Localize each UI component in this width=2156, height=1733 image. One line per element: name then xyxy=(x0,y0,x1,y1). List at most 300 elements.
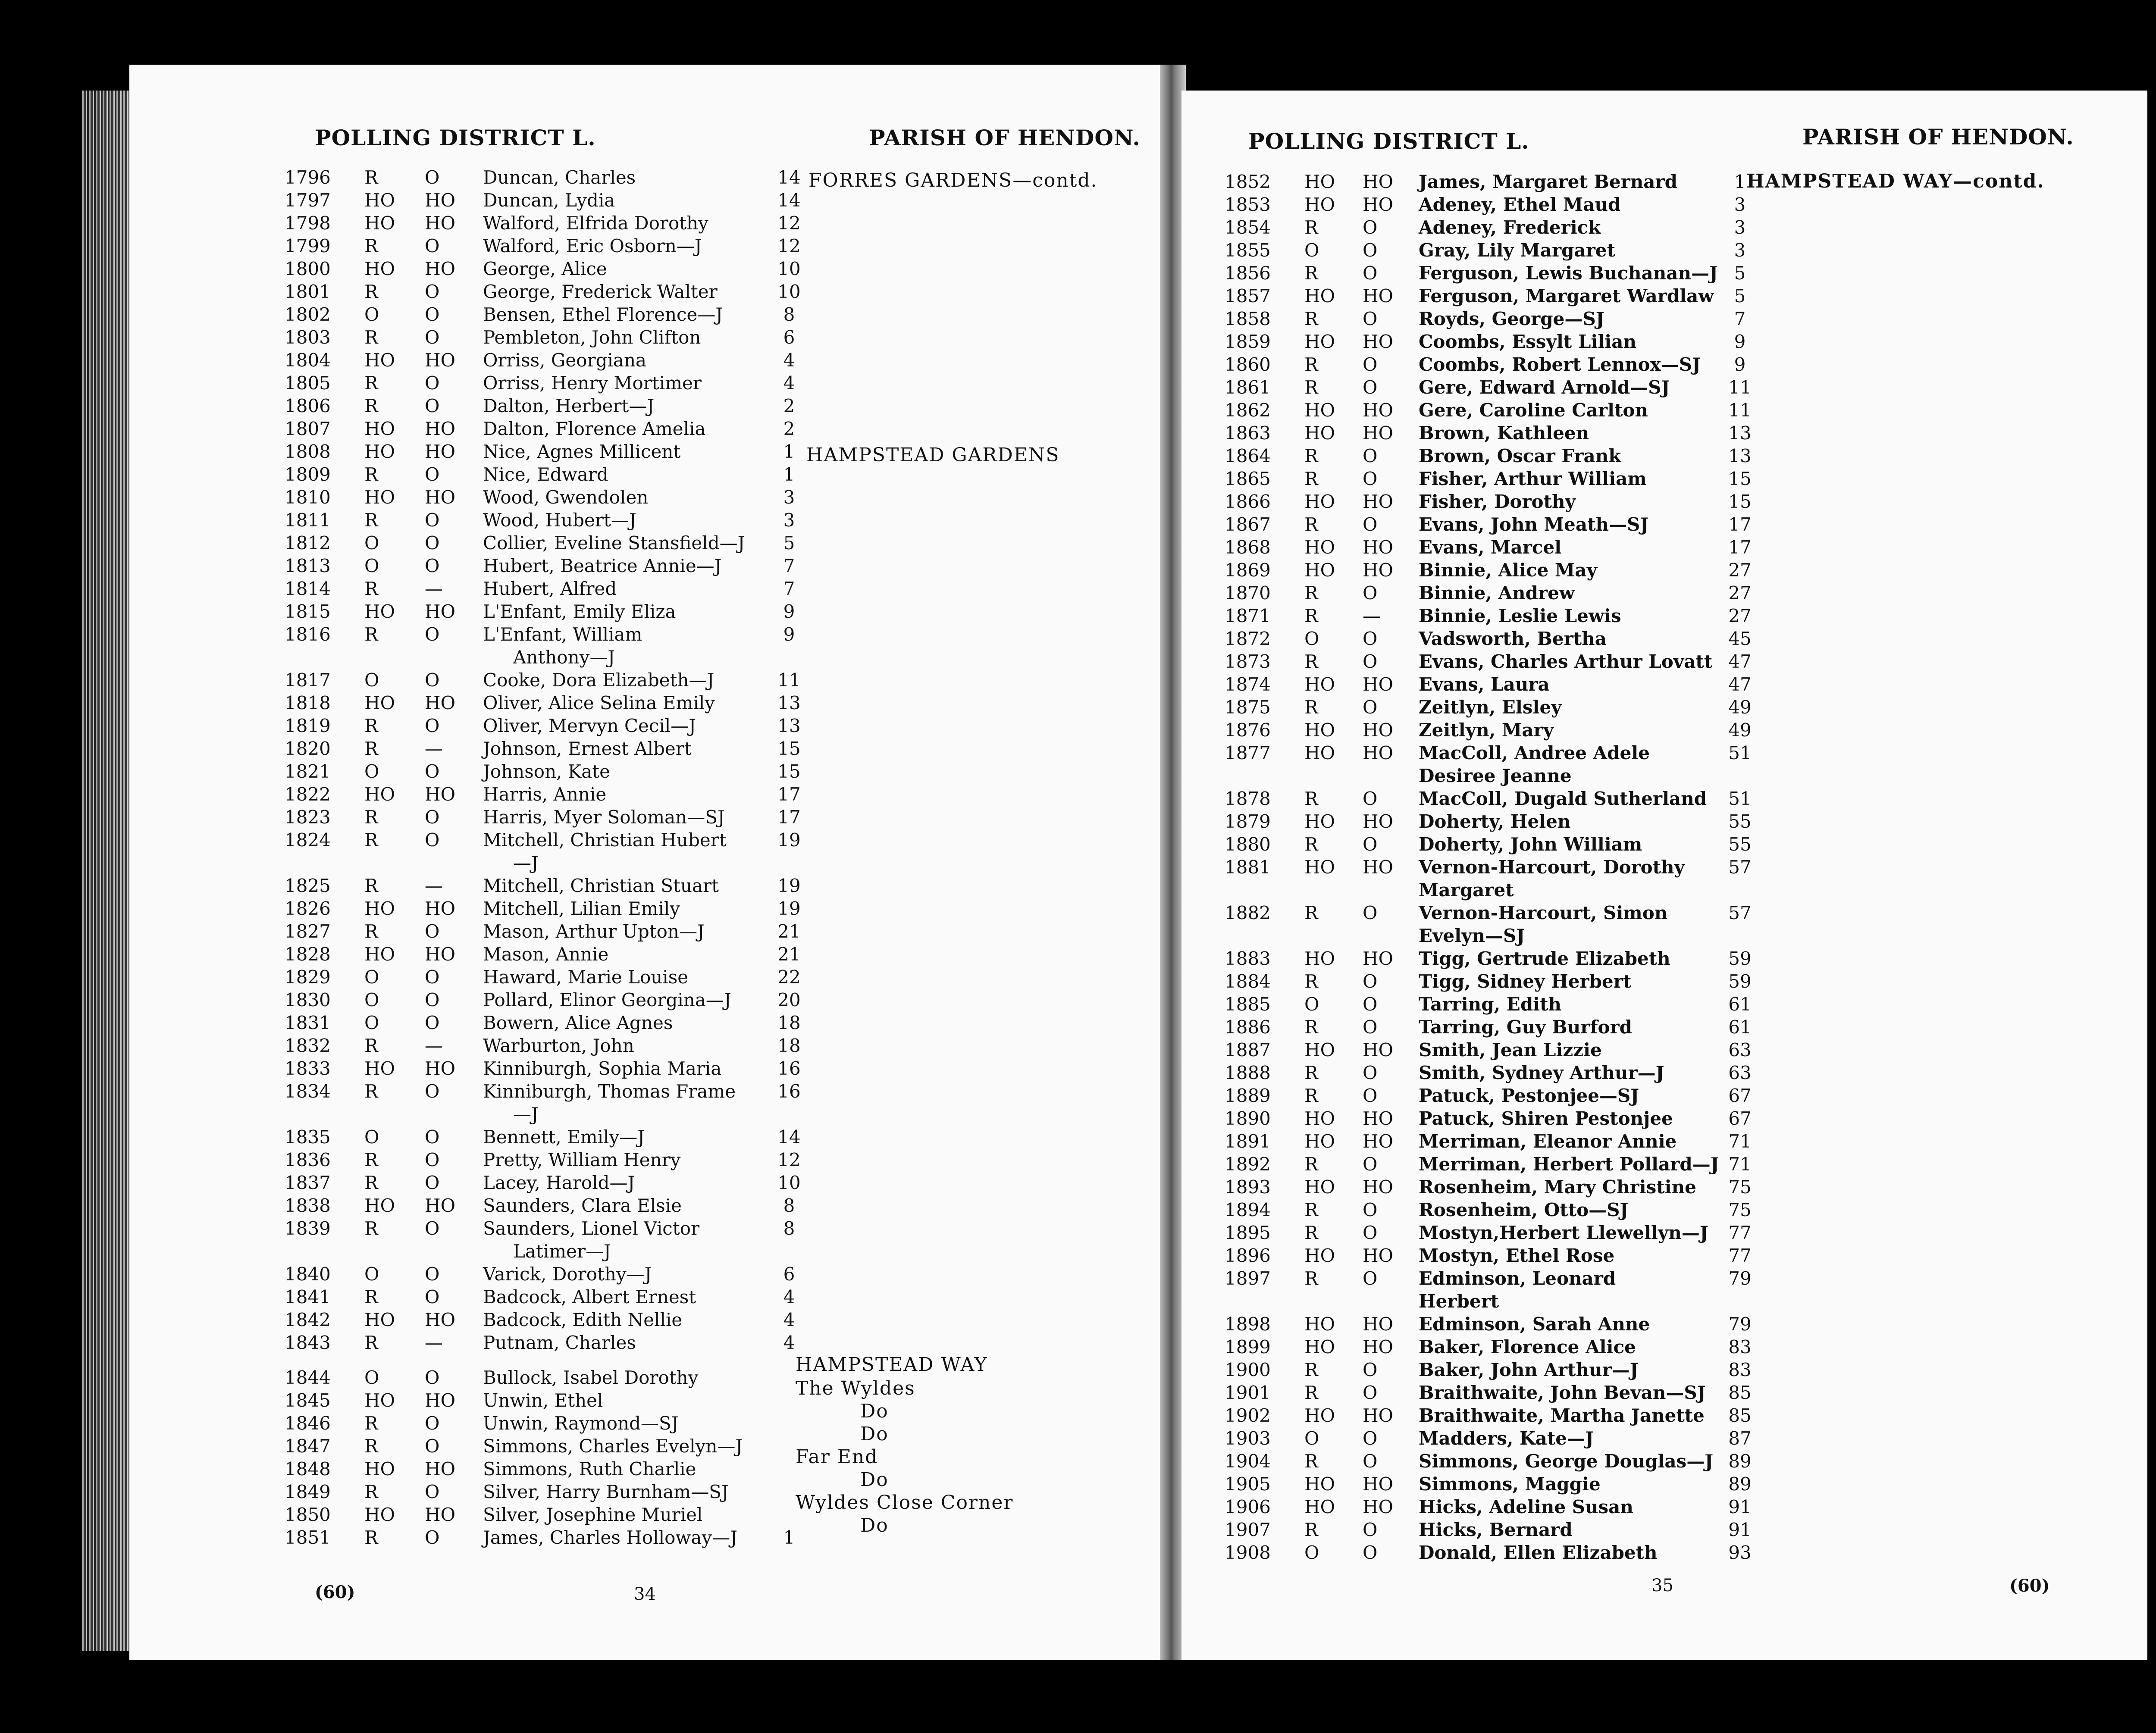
elector-number: 1859 xyxy=(1225,331,1271,352)
elector-number: 1805 xyxy=(285,372,331,394)
qualification-code: HO xyxy=(1304,1405,1335,1426)
qualification-code: O xyxy=(425,807,440,828)
qualification-code: HO xyxy=(364,1309,395,1330)
elector-number: 1811 xyxy=(285,510,331,531)
house-number: 79 xyxy=(1728,1314,1752,1335)
qualification-code: R xyxy=(364,1436,378,1457)
qualification-code: HO xyxy=(1304,948,1335,969)
elector-name: Evans, Charles Arthur Lovatt xyxy=(1419,651,1713,672)
qualification-code: O xyxy=(1363,1268,1378,1289)
qualification-code: R xyxy=(364,1218,378,1239)
qualification-code: O xyxy=(1363,217,1378,238)
qualification-code: HO xyxy=(1363,1108,1394,1129)
qualification-code: R xyxy=(1304,651,1318,672)
qualification-code: O xyxy=(425,1012,440,1033)
house-number: 11 xyxy=(1728,377,1752,398)
elector-number: 1906 xyxy=(1225,1496,1271,1517)
ditto-mark: Do xyxy=(860,1514,889,1536)
elector-name: Nice, Edward xyxy=(483,464,608,485)
house-number: 17 xyxy=(1728,514,1752,535)
elector-name: Donald, Ellen Elizabeth xyxy=(1419,1542,1658,1563)
house-number: 59 xyxy=(1728,948,1752,969)
elector-number: 1885 xyxy=(1225,994,1271,1015)
elector-name: Bensen, Ethel Florence—J xyxy=(483,304,723,325)
ditto-mark: Do xyxy=(860,1400,889,1422)
qualification-code: O xyxy=(364,555,379,576)
elector-number: 1891 xyxy=(1225,1131,1271,1152)
house-number: 10 xyxy=(777,281,801,302)
elector-number: 1835 xyxy=(285,1126,331,1148)
house-number: 15 xyxy=(1728,468,1752,489)
house-number: 12 xyxy=(777,213,801,234)
house-number: 10 xyxy=(777,258,801,279)
elector-name: Bowern, Alice Agnes xyxy=(483,1012,673,1033)
house-number: 22 xyxy=(777,967,801,988)
qualification-code: R xyxy=(364,875,378,896)
house-number: 93 xyxy=(1728,1542,1752,1563)
qualification-code: O xyxy=(1363,788,1378,809)
qualification-code: O xyxy=(1363,308,1378,329)
qualification-code: R xyxy=(364,327,378,348)
elector-name: Wood, Gwendolen xyxy=(483,487,649,508)
house-number: 3 xyxy=(1734,217,1746,238)
qualification-code: O xyxy=(425,1264,440,1285)
elector-name: Rosenheim, Otto—SJ xyxy=(1419,1199,1629,1220)
elector-number: 1896 xyxy=(1225,1245,1271,1266)
elector-number: 1908 xyxy=(1225,1542,1271,1563)
qualification-code: O xyxy=(364,669,379,691)
elector-number: 1872 xyxy=(1225,628,1271,649)
elector-number: 1831 xyxy=(285,1012,331,1033)
elector-number: 1799 xyxy=(285,235,331,257)
elector-name: MacColl, Dugald Sutherland xyxy=(1419,788,1707,809)
qualification-code: O xyxy=(1363,582,1378,604)
elector-name: Doherty, Helen xyxy=(1419,811,1571,832)
qualification-code: — xyxy=(425,1035,443,1056)
house-number: 8 xyxy=(783,1195,795,1216)
house-number: 3 xyxy=(1734,240,1746,261)
qualification-code: R xyxy=(1304,1154,1318,1175)
house-number: 91 xyxy=(1728,1519,1752,1540)
qualification-code: O xyxy=(364,1012,379,1033)
qualification-code: O xyxy=(425,235,440,257)
elector-number: 1850 xyxy=(285,1504,331,1525)
elector-number: 1806 xyxy=(285,395,331,416)
elector-name: Simmons, Charles Evelyn—J xyxy=(483,1436,743,1457)
qualification-code: O xyxy=(364,1264,379,1285)
house-number: 7 xyxy=(783,555,795,576)
elector-number: 1796 xyxy=(285,167,331,188)
house-number: 63 xyxy=(1728,1062,1752,1083)
qualification-code: O xyxy=(425,372,440,394)
qualification-code: R xyxy=(1304,468,1318,489)
elector-name: Badcock, Albert Ernest xyxy=(483,1286,696,1308)
qualification-code: HO xyxy=(425,1458,456,1480)
qualification-code: HO xyxy=(425,441,456,462)
street-hampstead-way: HAMPSTEAD WAY xyxy=(796,1354,988,1376)
elector-name: Patuck, Shiren Pestonjee xyxy=(1419,1108,1673,1129)
elector-number: 1852 xyxy=(1225,171,1271,192)
house-number: 9 xyxy=(1734,354,1746,375)
elector-name: Nice, Agnes Millicent xyxy=(483,441,681,462)
elector-number: 1813 xyxy=(285,555,331,576)
elector-name: MacColl, Andree Adele xyxy=(1419,742,1650,763)
elector-name: Edminson, Leonard xyxy=(1419,1268,1616,1289)
qualification-code: O xyxy=(364,761,379,782)
elector-name: Bennett, Emily—J xyxy=(483,1126,645,1148)
elector-number: 1904 xyxy=(1225,1451,1271,1472)
qualification-code: HO xyxy=(425,784,456,805)
elector-number: 1893 xyxy=(1225,1176,1271,1198)
qualification-code: HO xyxy=(1304,171,1335,192)
elector-name: Mostyn, Ethel Rose xyxy=(1419,1245,1615,1266)
qualification-code: O xyxy=(1363,354,1378,375)
house-number: 9 xyxy=(783,624,795,645)
elector-name-continued: Anthony—J xyxy=(513,647,615,668)
qualification-code: R xyxy=(1304,1268,1318,1289)
elector-name: Unwin, Raymond—SJ xyxy=(483,1413,679,1434)
elector-number: 1848 xyxy=(285,1458,331,1480)
qualification-code: O xyxy=(1304,628,1319,649)
elector-number: 1902 xyxy=(1225,1405,1271,1426)
qualification-code: O xyxy=(364,1126,379,1148)
qualification-code: O xyxy=(1363,697,1378,718)
elector-number: 1803 xyxy=(285,327,331,348)
qualification-code: HO xyxy=(364,418,395,439)
elector-number: 1875 xyxy=(1225,697,1271,718)
qualification-code: HO xyxy=(1363,1314,1394,1335)
elector-name: Unwin, Ethel xyxy=(483,1390,603,1411)
qualification-code: O xyxy=(1304,1428,1319,1449)
qualification-code: — xyxy=(425,738,443,759)
house-number: 49 xyxy=(1728,697,1752,718)
elector-number: 1879 xyxy=(1225,811,1271,832)
qualification-code: O xyxy=(425,1436,440,1457)
elector-name: Fisher, Arthur William xyxy=(1419,468,1647,489)
house-number: 17 xyxy=(777,784,801,805)
qualification-code: HO xyxy=(425,418,456,439)
house-number: 1 xyxy=(783,1527,795,1548)
elector-number: 1836 xyxy=(285,1149,331,1170)
qualification-code: R xyxy=(1304,1017,1318,1038)
elector-number: 1877 xyxy=(1225,742,1271,763)
house-number: 15 xyxy=(1728,491,1752,512)
house-number: 4 xyxy=(783,1332,795,1353)
house-number: 91 xyxy=(1728,1496,1752,1517)
house-number: 5 xyxy=(783,532,795,554)
elector-number: 1863 xyxy=(1225,422,1271,444)
qualification-code: O xyxy=(364,967,379,988)
elector-number: 1864 xyxy=(1225,445,1271,466)
elector-number: 1900 xyxy=(1225,1359,1271,1380)
elector-number: 1833 xyxy=(285,1058,331,1079)
elector-name: Mitchell, Christian Hubert xyxy=(483,829,727,851)
qualification-code: R xyxy=(1304,1199,1318,1220)
elector-number: 1801 xyxy=(285,281,331,302)
house-number: 27 xyxy=(1728,582,1752,604)
qualification-code: O xyxy=(1363,651,1378,672)
elector-name: Duncan, Lydia xyxy=(483,190,615,211)
elector-name: Ferguson, Lewis Buchanan—J xyxy=(1419,263,1718,284)
qualification-code: HO xyxy=(1304,719,1335,741)
house-number: 12 xyxy=(777,235,801,257)
house-number: 27 xyxy=(1728,605,1752,626)
qualification-code: R xyxy=(1304,605,1318,626)
elector-number: 1861 xyxy=(1225,377,1271,398)
qualification-code: R xyxy=(1304,902,1318,923)
house-number: 19 xyxy=(777,829,801,851)
qualification-code: HO xyxy=(1363,1131,1394,1152)
qualification-code: O xyxy=(425,1481,440,1502)
house-number: 9 xyxy=(783,601,795,622)
qualification-code: O xyxy=(425,715,440,736)
elector-number: 1816 xyxy=(285,624,331,645)
qualification-code: O xyxy=(425,555,440,576)
qualification-code: R xyxy=(1304,1519,1318,1540)
qualification-code: HO xyxy=(1363,1496,1394,1517)
house-number: 2 xyxy=(783,418,795,439)
house-number: 61 xyxy=(1728,994,1752,1015)
qualification-code: O xyxy=(425,167,440,188)
house-number: 4 xyxy=(783,1309,795,1330)
qualification-code: O xyxy=(425,1527,440,1548)
elector-number: 1802 xyxy=(285,304,331,325)
qualification-code: HO xyxy=(1304,194,1335,215)
street-hampstead-gardens: HAMPSTEAD GARDENS xyxy=(806,444,1060,466)
qualification-code: O xyxy=(364,532,379,554)
elector-name-continued: Herbert xyxy=(1419,1291,1499,1312)
elector-name: Binnie, Andrew xyxy=(1419,582,1575,604)
elector-name: Evans, Laura xyxy=(1419,674,1550,695)
qualification-code: HO xyxy=(364,1195,395,1216)
qualification-code: R xyxy=(364,624,378,645)
house-number: 51 xyxy=(1728,788,1752,809)
elector-name: Johnson, Kate xyxy=(483,761,610,782)
elector-number: 1837 xyxy=(285,1172,331,1193)
house-number: 79 xyxy=(1728,1268,1752,1289)
elector-number: 1817 xyxy=(285,669,331,691)
qualification-code: O xyxy=(1363,263,1378,284)
qualification-code: HO xyxy=(1304,400,1335,421)
qualification-code: O xyxy=(425,989,440,1010)
qualification-code: HO xyxy=(1304,811,1335,832)
qualification-code: HO xyxy=(364,1458,395,1480)
house-number: 3 xyxy=(783,510,795,531)
elector-name: Smith, Jean Lizzie xyxy=(1419,1039,1602,1060)
house-number: 15 xyxy=(777,761,801,782)
elector-number: 1858 xyxy=(1225,308,1271,329)
qualification-code: R xyxy=(364,921,378,942)
elector-name: George, Alice xyxy=(483,258,607,279)
qualification-code: O xyxy=(1363,445,1378,466)
house-number: 4 xyxy=(783,372,795,394)
elector-name: Smith, Sydney Arthur—J xyxy=(1419,1062,1664,1083)
elector-name: Baker, John Arthur—J xyxy=(1419,1359,1639,1380)
qualification-code: HO xyxy=(425,898,456,919)
elector-name: Simmons, Ruth Charlie xyxy=(483,1458,696,1480)
elector-number: 1847 xyxy=(285,1436,331,1457)
elector-name: Mitchell, Christian Stuart xyxy=(483,875,719,896)
elector-number: 1828 xyxy=(285,944,331,965)
house-number: 18 xyxy=(777,1035,801,1056)
qualification-code: HO xyxy=(364,944,395,965)
street-far-end: Far End xyxy=(796,1446,878,1468)
house-number: 12 xyxy=(777,1149,801,1170)
qualification-code: HO xyxy=(1363,742,1394,763)
elector-number: 1810 xyxy=(285,487,331,508)
elector-number: 1897 xyxy=(1225,1268,1271,1289)
qualification-code: R xyxy=(364,1149,378,1170)
house-number: 1 xyxy=(1734,171,1746,192)
elector-number: 1881 xyxy=(1225,857,1271,878)
elector-name: Pretty, William Henry xyxy=(483,1149,681,1170)
elector-name: Pollard, Elinor Georgina—J xyxy=(483,989,731,1010)
qualification-code: HO xyxy=(425,944,456,965)
qualification-code: HO xyxy=(364,898,395,919)
qualification-code: HO xyxy=(1363,194,1394,215)
qualification-code: HO xyxy=(1363,857,1394,878)
elector-number: 1878 xyxy=(1225,788,1271,809)
elector-number: 1814 xyxy=(285,578,331,599)
house-number: 7 xyxy=(1734,308,1746,329)
elector-name: Orriss, Henry Mortimer xyxy=(483,372,702,394)
qualification-code: HO xyxy=(364,190,395,211)
house-number: 14 xyxy=(777,1126,801,1148)
elector-name: Dalton, Herbert—J xyxy=(483,395,655,416)
qualification-code: — xyxy=(425,1332,443,1353)
qualification-code: HO xyxy=(1363,719,1394,741)
elector-name: Tarring, Edith xyxy=(1419,994,1562,1015)
house-number: 77 xyxy=(1728,1245,1752,1266)
qualification-code: R xyxy=(1304,1085,1318,1106)
elector-name: Orriss, Georgiana xyxy=(483,350,647,371)
qualification-code: R xyxy=(1304,217,1318,238)
house-number: 51 xyxy=(1728,742,1752,763)
elector-number: 1815 xyxy=(285,601,331,622)
qualification-code: HO xyxy=(425,1309,456,1330)
qualification-code: O xyxy=(1363,1382,1378,1403)
house-number: 1 xyxy=(783,441,795,462)
elector-number: 1873 xyxy=(1225,651,1271,672)
elector-name: Pembleton, John Clifton xyxy=(483,327,701,348)
elector-number: 1804 xyxy=(285,350,331,371)
elector-number: 1853 xyxy=(1225,194,1271,215)
elector-name: Hubert, Beatrice Annie—J xyxy=(483,555,722,576)
qualification-code: HO xyxy=(1363,400,1394,421)
elector-name: Oliver, Mervyn Cecil—J xyxy=(483,715,696,736)
elector-number: 1871 xyxy=(1225,605,1271,626)
qualification-code: HO xyxy=(1304,1108,1335,1129)
elector-number: 1842 xyxy=(285,1309,331,1330)
qualification-code: O xyxy=(425,1413,440,1434)
qualification-code: HO xyxy=(1363,1176,1394,1198)
qualification-code: HO xyxy=(425,190,456,211)
house-number: 20 xyxy=(777,989,801,1010)
right-page xyxy=(1181,91,2147,1660)
elector-name: Zeitlyn, Mary xyxy=(1419,719,1554,741)
elector-name: Binnie, Leslie Lewis xyxy=(1419,605,1621,626)
qualification-code: HO xyxy=(1304,1314,1335,1335)
street-forres-gardens: FORRES GARDENS—contd. xyxy=(808,169,1098,191)
elector-name: Harris, Annie xyxy=(483,784,607,805)
elector-name: Lacey, Harold—J xyxy=(483,1172,635,1193)
house-number: 63 xyxy=(1728,1039,1752,1060)
elector-name-continued: Desiree Jeanne xyxy=(1419,765,1572,786)
elector-name: Coombs, Essylt Lilian xyxy=(1419,331,1636,352)
house-number: 21 xyxy=(777,921,801,942)
elector-name: Duncan, Charles xyxy=(483,167,636,188)
qualification-code: O xyxy=(1363,1062,1378,1083)
elector-name: Baker, Florence Alice xyxy=(1419,1336,1636,1358)
qualification-code: R xyxy=(364,1081,378,1102)
house-number: 15 xyxy=(777,738,801,759)
house-number: 13 xyxy=(777,715,801,736)
qualification-code: O xyxy=(1363,994,1378,1015)
elector-name: James, Margaret Bernard xyxy=(1419,171,1678,192)
house-number: 14 xyxy=(777,167,801,188)
elector-name: Silver, Harry Burnham—SJ xyxy=(483,1481,729,1502)
qualification-code: HO xyxy=(1304,857,1335,878)
house-number: 19 xyxy=(777,875,801,896)
elector-number: 1889 xyxy=(1225,1085,1271,1106)
house-number: 18 xyxy=(777,1012,801,1033)
qualification-code: R xyxy=(1304,1359,1318,1380)
elector-number: 1882 xyxy=(1225,902,1271,923)
qualification-code: HO xyxy=(1363,1473,1394,1495)
elector-name: Ferguson, Margaret Wardlaw xyxy=(1419,285,1714,307)
elector-number: 1867 xyxy=(1225,514,1271,535)
house-number: 7 xyxy=(783,578,795,599)
qualification-code: HO xyxy=(364,784,395,805)
qualification-code: HO xyxy=(1363,948,1394,969)
house-number: 19 xyxy=(777,898,801,919)
qualification-code: R xyxy=(1304,582,1318,604)
elector-number: 1840 xyxy=(285,1264,331,1285)
house-number: 4 xyxy=(783,1286,795,1308)
elector-number: 1901 xyxy=(1225,1382,1271,1403)
qualification-code: R xyxy=(364,395,378,416)
qualification-code: HO xyxy=(364,1390,395,1411)
house-number: 13 xyxy=(777,692,801,713)
elector-name: Haward, Marie Louise xyxy=(483,967,689,988)
house-number: 87 xyxy=(1728,1428,1752,1449)
qualification-code: HO xyxy=(364,601,395,622)
elector-number: 1849 xyxy=(285,1481,331,1502)
qualification-code: O xyxy=(425,669,440,691)
house-number: 6 xyxy=(783,1264,795,1285)
qualification-code: HO xyxy=(425,1058,456,1079)
house-number: 49 xyxy=(1728,719,1752,741)
elector-number: 1841 xyxy=(285,1286,331,1308)
qualification-code: R xyxy=(364,281,378,302)
elector-name: Adeney, Ethel Maud xyxy=(1419,194,1621,215)
qualification-code: O xyxy=(425,1172,440,1193)
qualification-code: R xyxy=(364,1332,378,1353)
elector-number: 1809 xyxy=(285,464,331,485)
qualification-code: O xyxy=(425,761,440,782)
page-number: 34 xyxy=(634,1584,656,1604)
qualification-code: HO xyxy=(1304,1336,1335,1358)
elector-number: 1846 xyxy=(285,1413,331,1434)
house-number: 89 xyxy=(1728,1451,1752,1472)
qualification-code: O xyxy=(425,1286,440,1308)
elector-name: Doherty, John William xyxy=(1419,834,1642,855)
elector-number: 1843 xyxy=(285,1332,331,1353)
elector-number: 1818 xyxy=(285,692,331,713)
qualification-code: R xyxy=(364,1527,378,1548)
elector-name: Vadsworth, Bertha xyxy=(1419,628,1607,649)
page-number: 35 xyxy=(1651,1576,1673,1595)
